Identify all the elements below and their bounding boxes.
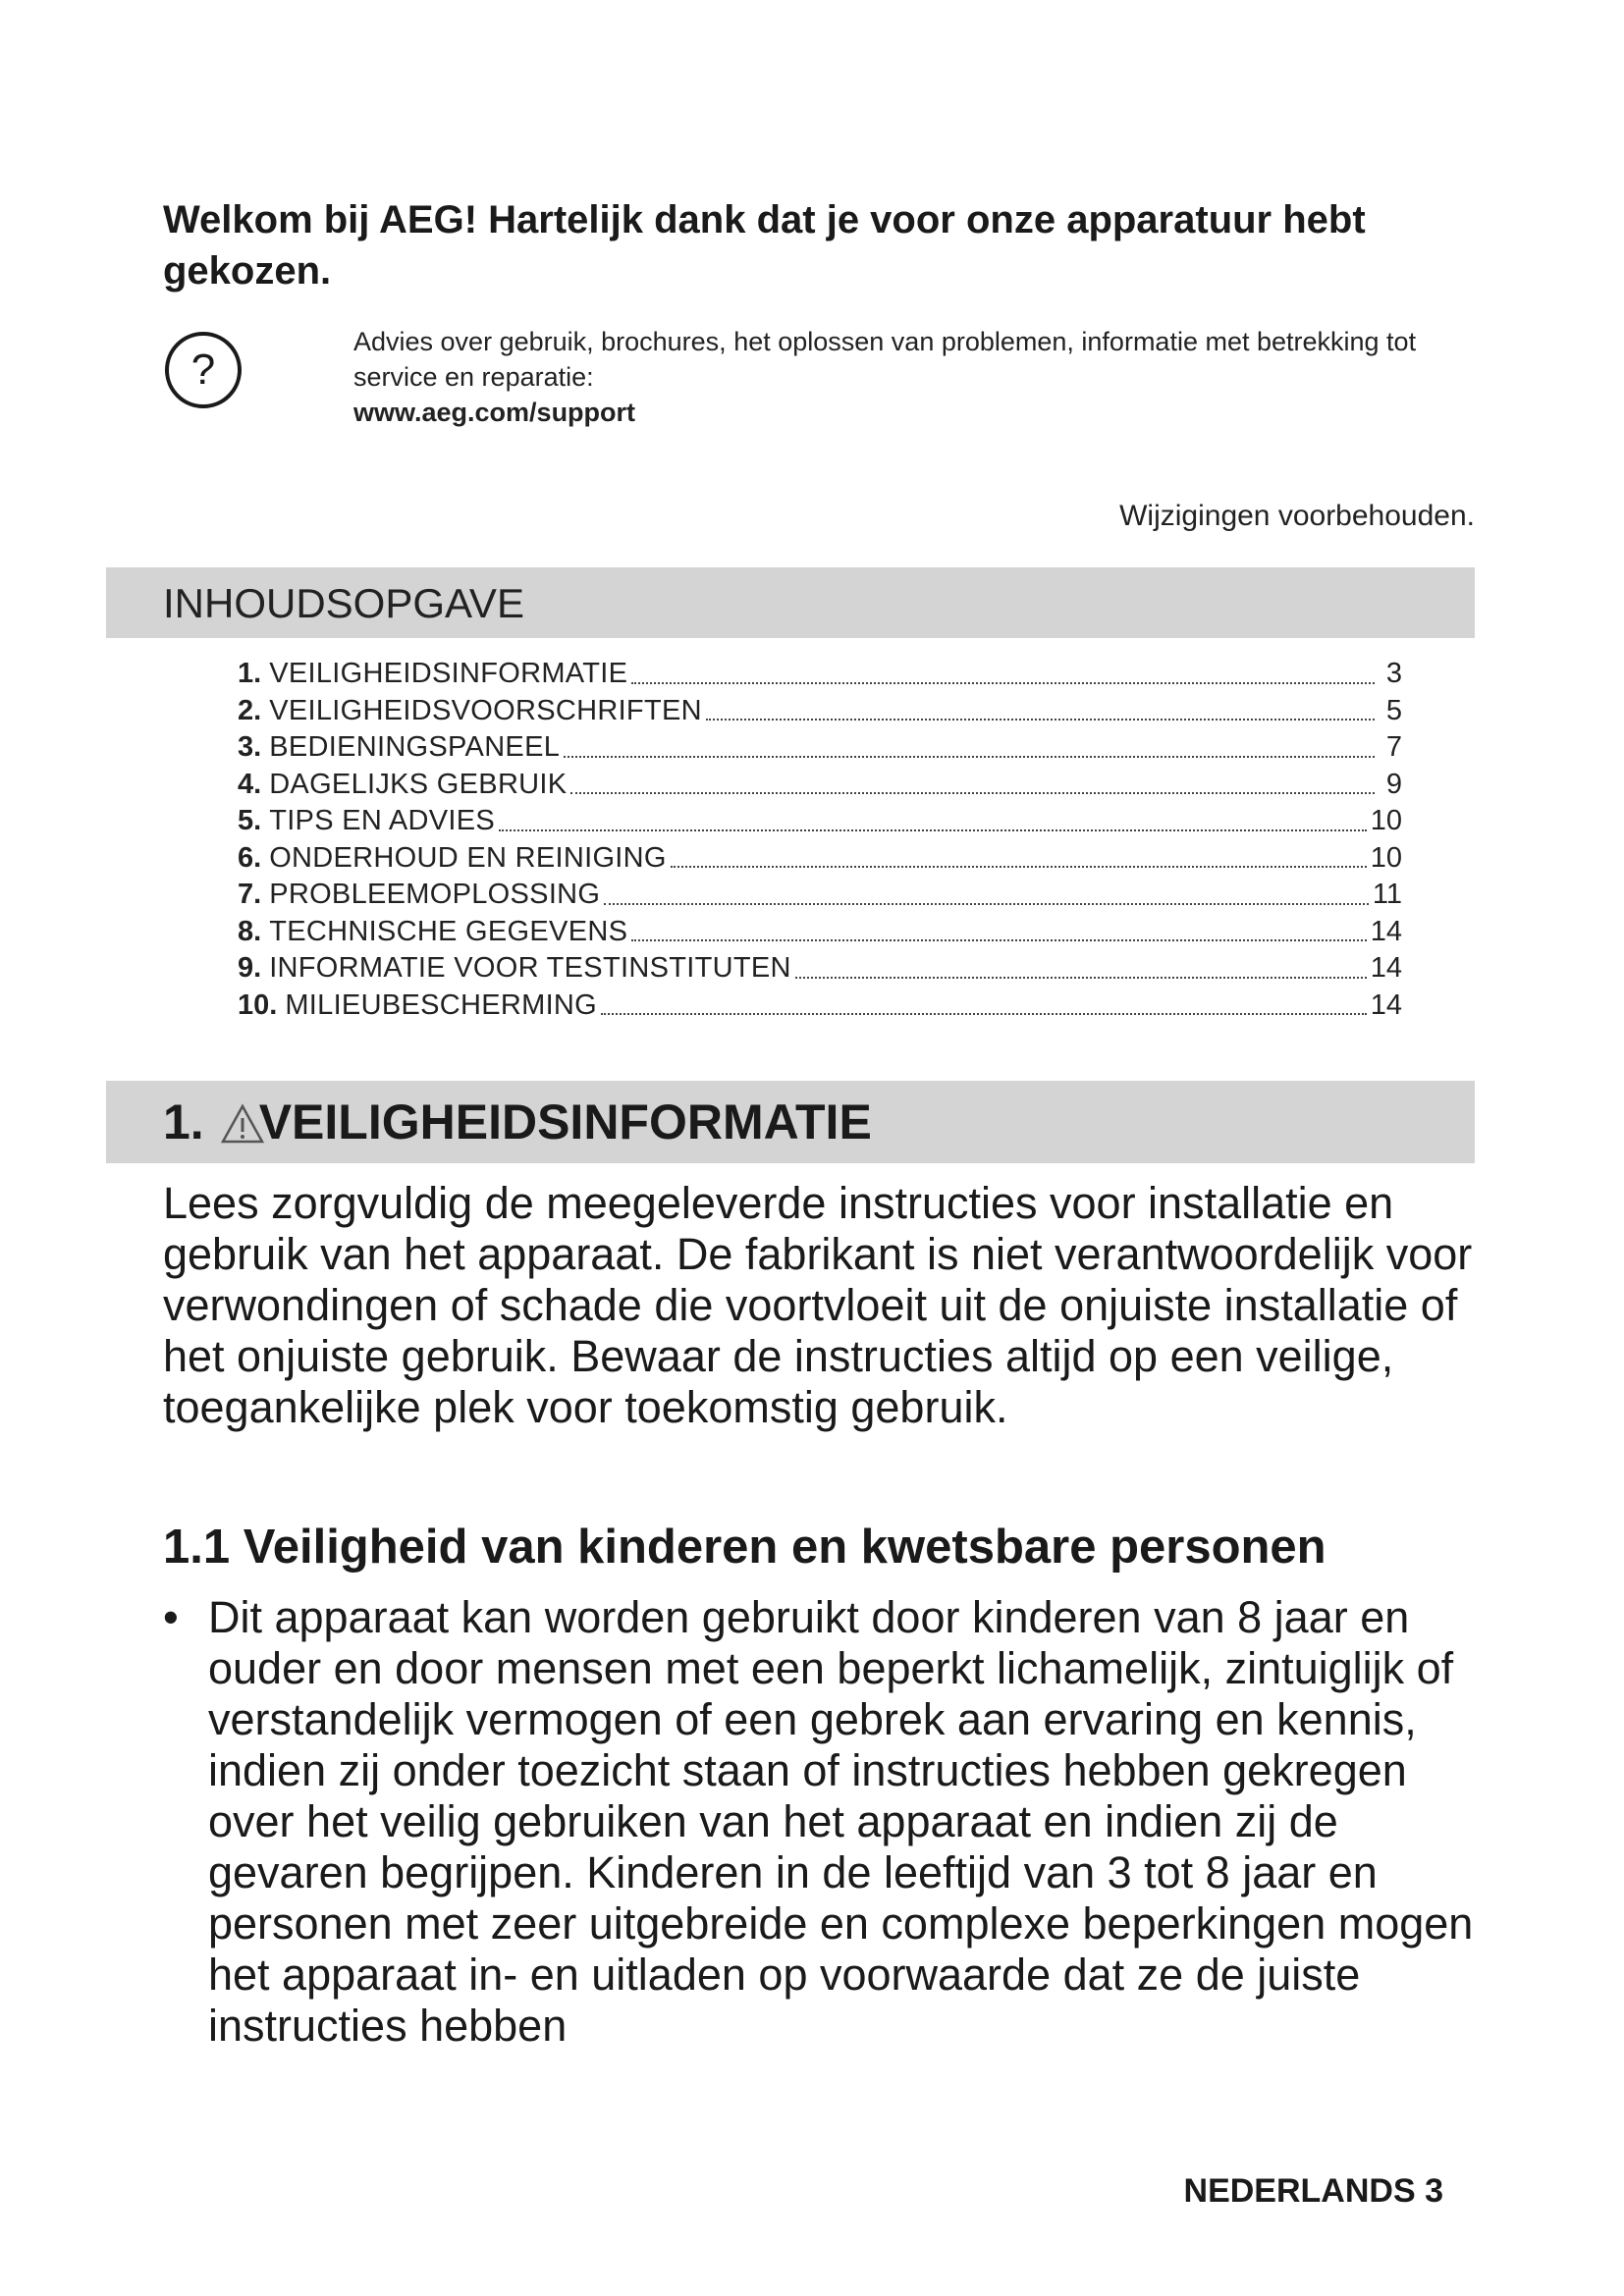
toc-leader-dots [564,756,1375,758]
toc-item-label: INFORMATIE VOOR TESTINSTITUTEN [269,952,791,984]
toc-item-label: PROBLEEMOPLOSSING [269,879,601,910]
toc-item-label: MILIEUBESCHERMING [285,988,598,1021]
toc-item-label: BEDIENINGSPANEEL [269,731,561,763]
toc-item-label: VEILIGHEIDSVOORSCHRIFTEN [269,694,702,726]
toc-leader-dots [671,866,1367,868]
toc-item-label: DAGELIJKS GEBRUIK [269,768,568,800]
toc-item-number: 7. [238,879,262,910]
toc-item[interactable] [238,656,1402,693]
toc-item-page: 7 [1385,731,1402,763]
section-number: 1. [163,1095,204,1149]
toc-leader-dots [631,682,1375,684]
toc-item[interactable] [238,950,1402,988]
toc-leader-dots [499,829,1367,831]
toc-leader-dots [795,977,1367,979]
toc-leader-dots [601,1013,1367,1015]
toc-item-label: ONDERHOUD EN REINIGING [269,841,667,874]
toc-item[interactable] [238,729,1402,767]
toc-title: INHOUDSOPGAVE [163,580,524,626]
toc-item[interactable] [238,767,1402,804]
support-text: Advies over gebruik, brochures, het oplossen van problemen, informatie met betrekking tot service en reparatie: [353,327,1417,392]
support-link[interactable]: www.aeg.com/support [353,398,636,427]
toc-item-number: 8. [238,915,262,947]
toc-item-number: 3. [238,731,262,763]
toc-item[interactable] [238,914,1402,951]
toc-item-page: 3 [1385,658,1402,689]
toc-item-number: 1. [238,658,262,689]
section-title-text: VEILIGHEIDSINFORMATIE [258,1095,872,1149]
toc-item-number: 10. [238,988,278,1021]
subsection-title: 1.1 Veiligheid van kinderen en kwetsbare personen [163,1521,1326,1574]
toc-item-number: 2. [238,694,262,726]
toc-item-page: 10 [1370,805,1402,836]
section-intro: Lees zorgvuldig de meegeleverde instructies voor installatie en gebruik van het apparaat. De fabrikant is niet verantwoordelijk voor verwondingen of schade die voortvloeit uit de onjuiste installatie of het onjuiste gebruik. Bewaar de instructies altijd op een veilige, toegankelijke plek voor toekomstig gebruik. [163,1178,1473,1432]
section-title [163,1092,872,1152]
toc-item-label: TIPS EN ADVIES [269,805,496,836]
toc-leader-dots [604,903,1369,905]
changes-notice: Wijzigingen voorbehouden. [1119,500,1475,532]
toc-item[interactable] [238,877,1402,914]
toc-item-page: 11 [1372,879,1402,910]
toc-leader-dots [706,719,1375,721]
support-info [353,324,1443,430]
toc-item-number: 9. [238,952,262,984]
bullet-marker: • [163,1592,179,1642]
svg-text:?: ? [190,346,216,394]
toc-item-label: TECHNISCHE GEGEVENS [269,915,628,947]
toc-item-page: 14 [1370,988,1402,1021]
toc-leader-dots [631,939,1367,941]
toc-item[interactable] [238,840,1402,878]
question-circle-icon [163,330,244,410]
toc-list [238,656,1402,1024]
toc-item[interactable] [238,988,1402,1025]
bullet-text: Dit apparaat kan worden gebruikt door kinderen van 8 jaar en ouder en door mensen met een beperkt lichamelijk, zintuiglijk of verstandelijk vermogen of een gebrek aan ervaring en kennis, indien zij onder toezicht staan of instructies hebben gekregen over het veilig gebruiken van het apparaat en indien zij de gevaren begrijpen. Kinderen in de leeftijd van 3 tot 8 jaar en personen met zeer uitgebreide en complexe beperkingen mogen het apparaat in- en uitladen op voorwaarde dat ze de juiste instructies hebben [208,1592,1474,2051]
toc-item[interactable] [238,693,1402,730]
toc-item-number: 6. [238,841,262,874]
toc-item-page: 9 [1385,768,1402,800]
bullet-item [163,1592,1479,2052]
toc-item-page: 14 [1370,952,1402,984]
toc-leader-dots [570,792,1375,794]
toc-item-page: 14 [1370,915,1402,947]
toc-item-page: 10 [1370,841,1402,874]
page-footer: NEDERLANDS 3 [1183,2172,1443,2210]
toc-item[interactable] [238,803,1402,840]
toc-item-page: 5 [1385,694,1402,726]
welcome-heading: Welkom bij AEG! Hartelijk dank dat je voor onze apparatuur hebt gekozen. [163,198,1366,293]
toc-item-label: VEILIGHEIDSINFORMATIE [269,658,628,689]
toc-item-number: 5. [238,805,262,836]
toc-item-number: 4. [238,768,262,800]
